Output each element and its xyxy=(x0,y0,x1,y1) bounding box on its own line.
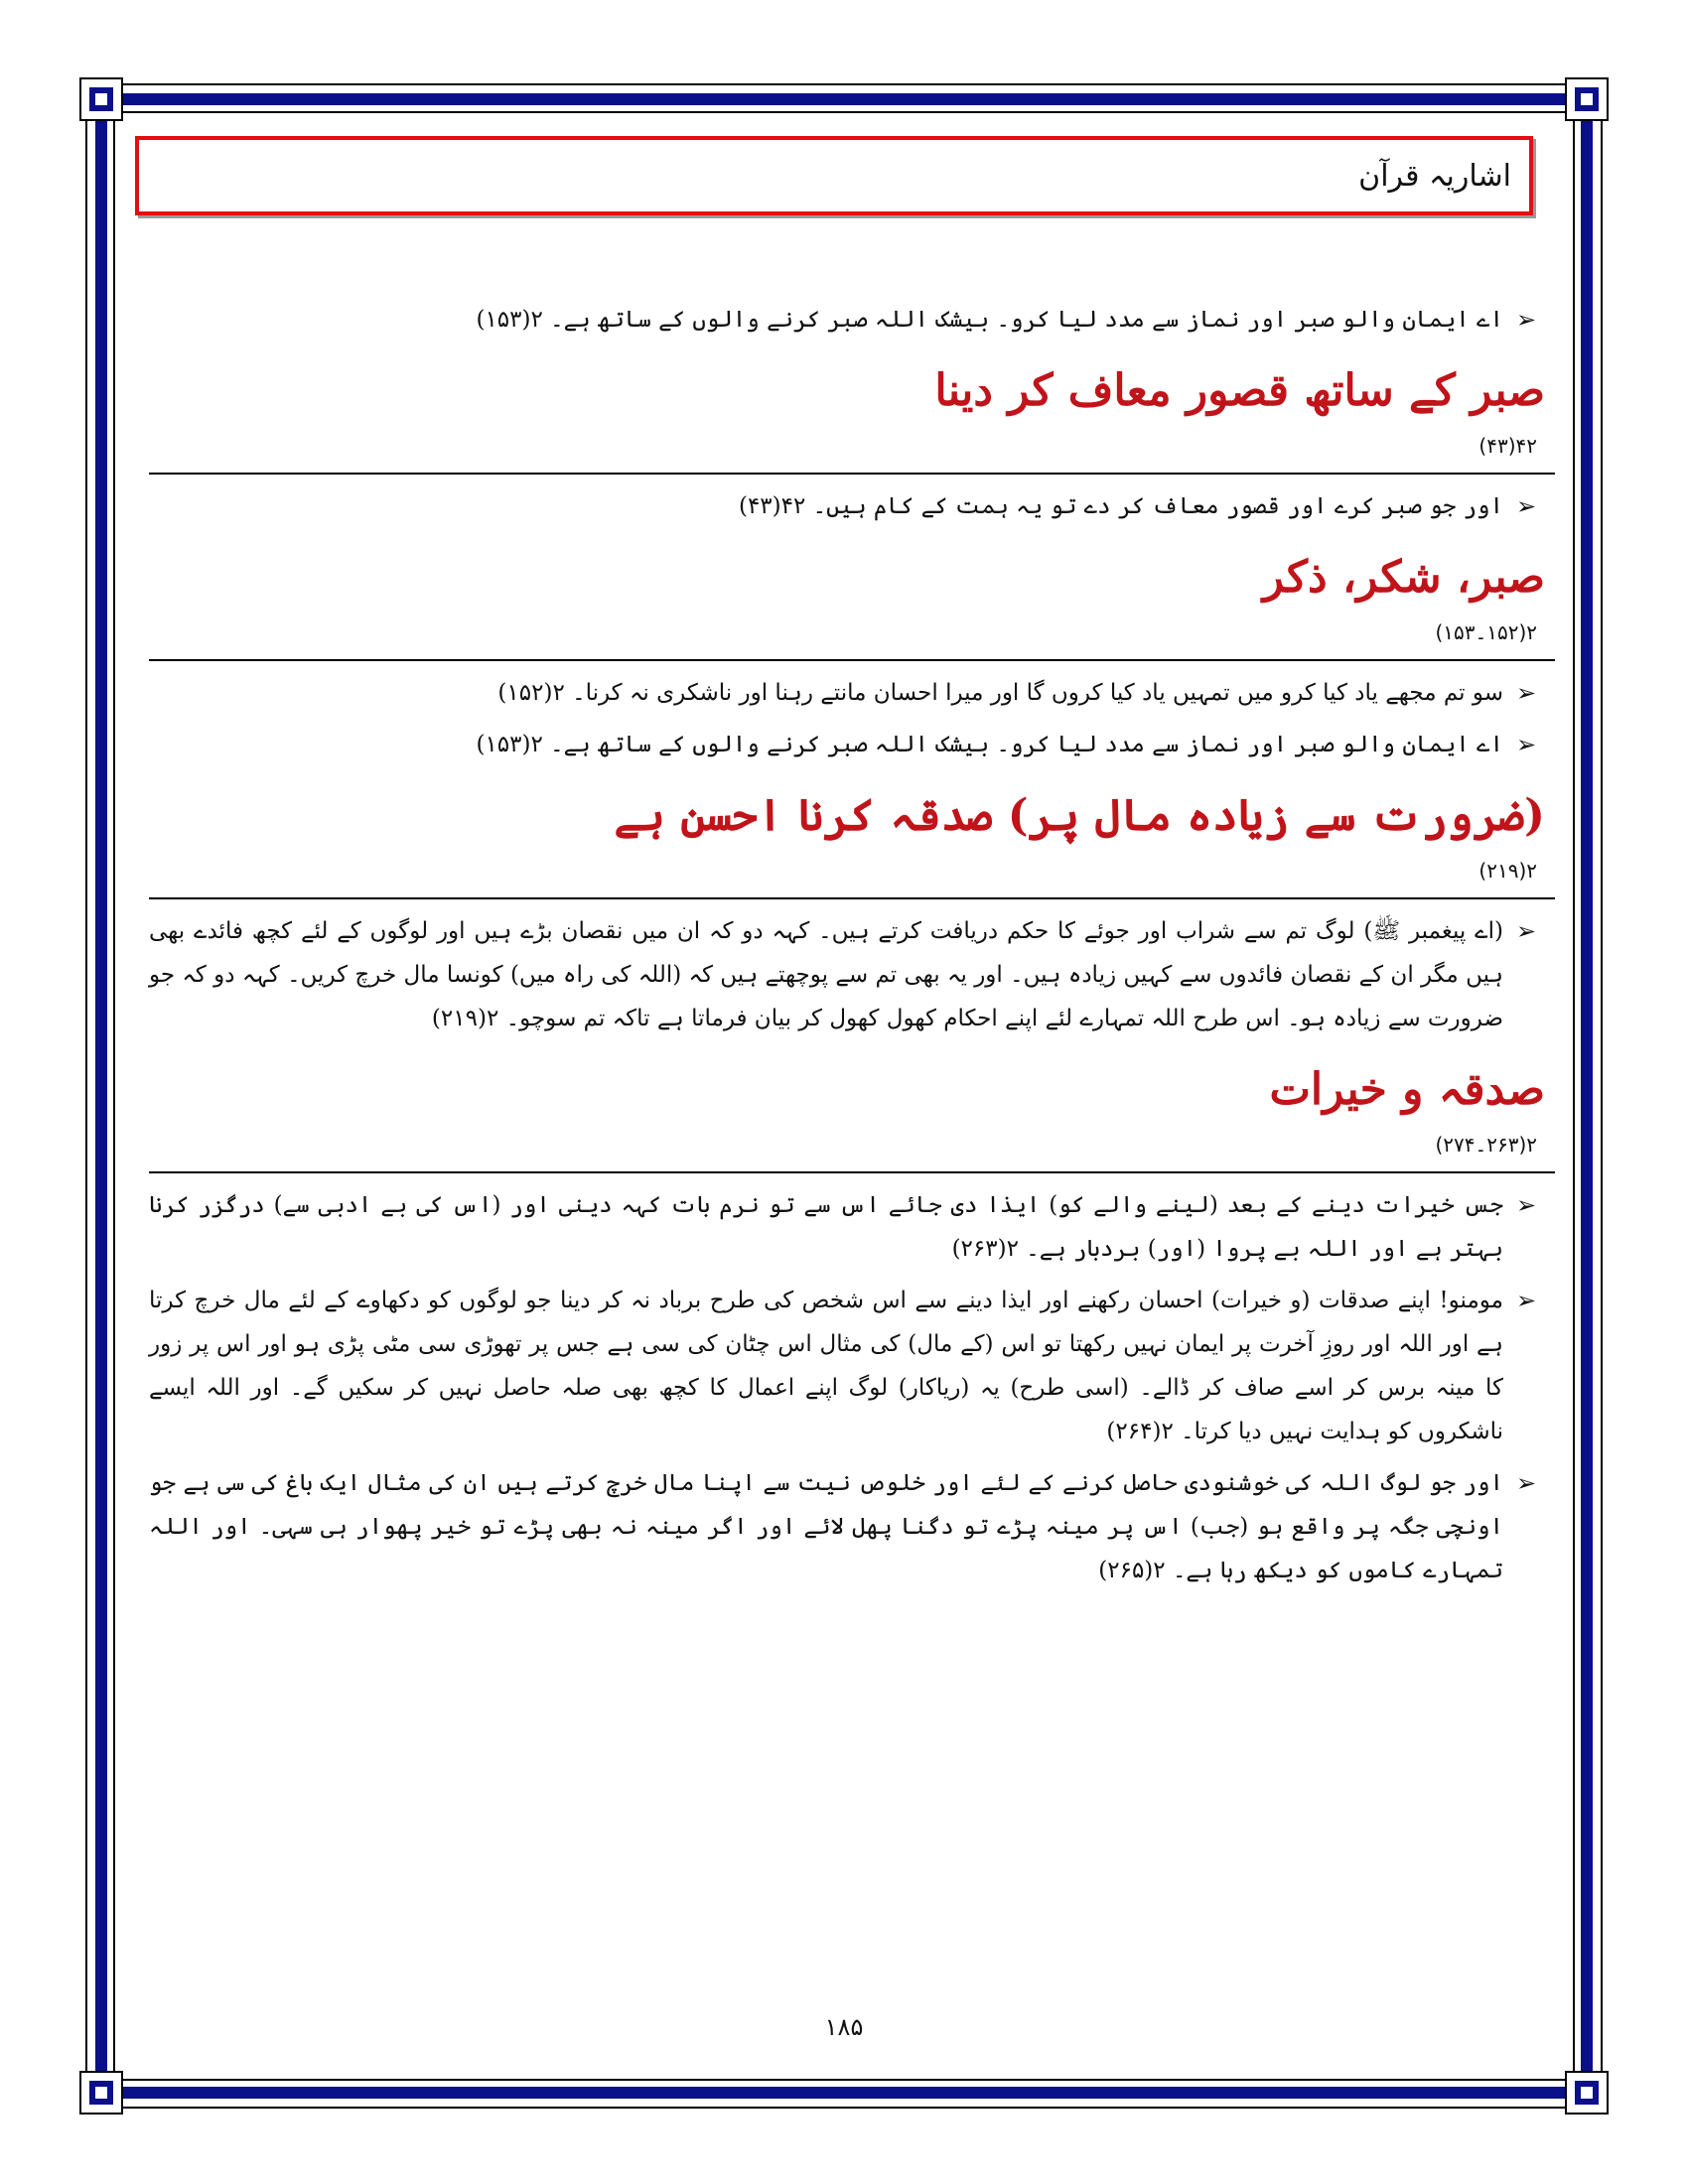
topic-reference: ۲(۱۵۲۔۱۵۳) xyxy=(1435,620,1537,644)
topic-reference: ۴۲(۴۳) xyxy=(1478,434,1537,458)
page-title: اشاریہ قرآن xyxy=(1358,158,1511,194)
arrow-bullet-icon: ➢ xyxy=(1515,1469,1537,1497)
verse-text: اور جو لوگ اللہ کی خوشنودی حاصل کرنے کے لئے اور خلوص نیت سے اپنا مال خرچ کرتے ہیں ان کی مثال ایک باغ کی سی ہے جو اونچی جگہ پر واقع ہو (جب) اس پر مینہ پڑے تو دگنا پھل لائے اور اگر مینہ نہ بھی پڑے تو خیر پھوار ہی سہی۔ اور اللہ تمہارے کاموں کو دیکھ رہا ہے۔ ۲(۲۶۵) xyxy=(149,1470,1503,1583)
verse-entry xyxy=(149,1279,1549,1453)
verse-entry xyxy=(149,909,1549,1040)
verse-entry xyxy=(149,1183,1549,1271)
arrow-bullet-icon: ➢ xyxy=(1515,1191,1537,1219)
arrow-bullet-icon: ➢ xyxy=(1515,492,1537,520)
verse-text: اور جو صبر کرے اور قصور معاف کر دے تو یہ ہمت کے کام ہیں۔ ۴۲(۴۳) xyxy=(738,493,1503,519)
arrow-bullet-icon: ➢ xyxy=(1515,679,1537,707)
topic-heading: صبر کے ساتھ قصور معاف کر دینا xyxy=(934,365,1545,416)
topic-reference: ۲(۲۱۹) xyxy=(1478,859,1537,883)
section-divider xyxy=(149,473,1555,475)
topic-heading: (ضرورت سے زیادہ مال پر) صدقہ کرنا احسن ہے xyxy=(614,790,1545,841)
verse-text: جس خیرات دینے کے بعد (لینے والے کو) ایذا دی جائے اس سے تو نرم بات کہہ دینی اور (اس کی بے ادبی سے) درگزر کرنا بہتر ہے اور اللہ بے پروا (اور) بردبار ہے۔ ۲(۲۶۳) xyxy=(149,1192,1503,1262)
verse-entry xyxy=(149,484,1549,528)
arrow-bullet-icon: ➢ xyxy=(1515,1287,1537,1314)
verse-text: (اے پیغمبر ﷺ) لوگ تم سے شراب اور جوئے کا حکم دریافت کرتے ہیں۔ کہہ دو کہ ان میں نقصان بڑے ہیں اور لوگوں کے لئے کچھ فائدے بھی ہیں مگر ان کے نقصان فائدوں سے کہیں زیادہ ہیں۔ اور یہ بھی تم سے پوچھتے ہیں کہ (اللہ کی راہ میں) کونسا مال خرچ کریں۔ کہہ دو کہ جو ضرورت سے زیادہ ہو۔ اس طرح اللہ تمہارے لئے اپنے احکام کھول کھول کر بیان فرماتا ہے تاکہ تم سوچو۔ ۲(۲۱۹) xyxy=(149,918,1503,1031)
frame-corner-ornament xyxy=(79,2071,123,2115)
verse-entry xyxy=(149,723,1549,766)
index-content xyxy=(149,298,1549,1600)
section-divider xyxy=(149,659,1555,661)
frame-corner-ornament xyxy=(1565,77,1609,121)
arrow-bullet-icon: ➢ xyxy=(1515,306,1537,334)
verse-entry xyxy=(149,1461,1549,1592)
arrow-bullet-icon: ➢ xyxy=(1515,731,1537,758)
topic-heading: صدقہ و خیرات xyxy=(1269,1064,1545,1115)
verse-entry xyxy=(149,671,1549,715)
arrow-bullet-icon: ➢ xyxy=(1515,917,1537,945)
section-divider xyxy=(149,1171,1555,1173)
frame-corner-ornament xyxy=(79,77,123,121)
verse-text: اے ایمان والو صبر اور نماز سے مدد لیا کرو۔ بیشک اللہ صبر کرنے والوں کے ساتھ ہے۔ ۲(۱۵۳) xyxy=(476,732,1503,757)
section-divider xyxy=(149,897,1555,899)
verse-text: سو تم مجھے یاد کیا کرو میں تمہیں یاد کیا کروں گا اور میرا احسان مانتے رہنا اور ناشکری نہ کرنا۔ ۲(۱۵۲) xyxy=(497,680,1503,706)
verse-text: اے ایمان والو صبر اور نماز سے مدد لیا کرو۔ بیشک اللہ صبر کرنے والوں کے ساتھ ہے۔ ۲(۱۵۳) xyxy=(476,307,1503,333)
frame-corner-ornament xyxy=(1565,2071,1609,2115)
topic-heading: صبر، شکر، ذکر xyxy=(1262,552,1545,603)
topic-reference: ۲(۲۶۳۔۲۷۴) xyxy=(1435,1133,1537,1157)
verse-entry xyxy=(149,298,1549,341)
page-number: ۱۸۵ xyxy=(824,2013,864,2041)
page-header xyxy=(135,136,1533,215)
verse-text: مومنو! اپنے صدقات (و خیرات) احسان رکھنے اور ایذا دینے سے اس شخص کی طرح برباد نہ کر دینا جو لوگوں کو دکھاوے کے لئے مال خرچ کرتا ہے اور اللہ اور روزِ آخرت پر ایمان نہیں رکھتا تو اس (کے مال) کی مثال اس چٹان کی سی ہے جس پر تھوڑی سی مٹی پڑی ہو اور اس پر زور کا مینہ برس کر اسے صاف کر ڈالے۔ (اسی طرح) یہ (ریاکار) لوگ اپنے اعمال کا کچھ بھی صلہ حاصل نہیں کر سکیں گے۔ اور اللہ ایسے ناشکروں کو ہدایت نہیں دیا کرتا۔ ۲(۲۶۴) xyxy=(149,1288,1503,1444)
